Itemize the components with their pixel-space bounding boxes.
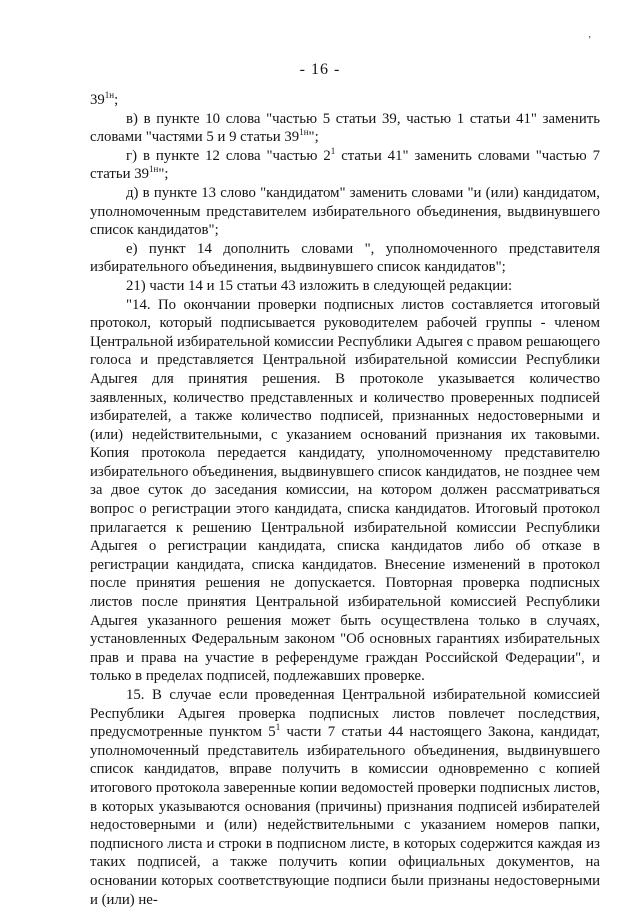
page-number: - 16 -: [299, 61, 341, 78]
paragraph-continuation: $39^{1н}$;: [90, 90, 119, 108]
paragraph-item-g: г) в пункте 12 слова "частью $2^1$ статьи 41" заменить словами "частью 7 статьи $39^{1н}$";: [90, 145, 600, 183]
paragraph-part-15: 15. В случае если проведенная Центральной избирательной комиссией Республики Адыгея проверка подписных листов повлечет последствия, предусмотренные пунктом $5^1$ части 7 статьи 44 настоящего Закона, кандидат, уполномоченный представитель избирательного объединения, выдвинувшего список кандидатов, вправе получить в комиссии одновременно с копией итогового протокола заверенные копии ведомостей проверки подписных листов, в которых указываются основания (причины) признания подписей избирателей недостоверными и (или) недействительными с указанием номеров папки, подписного листа и строки в подписном листе, в которых содержится каждая из таких подписей, а также получить копии официальных документов, на основании которых соответствующие подписи были признаны недостоверными и (или) не-: [90, 687, 600, 908]
document-body: [90, 91, 600, 909]
paragraph-item-d: д) в пункте 13 слово "кандидатом" заменить словами "и (или) кандидатом, уполномоченным представителем избирательного объединения, выдвинувшего список кандидатов";: [90, 184, 600, 239]
paragraph-part-14: "14. По окончании проверки подписных листов составляется итоговый протокол, который подписывается руководителем рабочей группы - членом Центральной избирательной комиссии Республики Адыгея с правом решающего голоса и представляется Центральной избирательной комиссии Республики Адыгея для принятия решения. В протоколе указывается количество заявленных, количество представленных и количество проверенных подписей избирателей, а также количество подписей, признанных недостоверными и (или) недействительными, с указанием оснований признания их таковыми. Копия протокола передается кандидату, уполномоченному представителю избирательного объединения, выдвинувшего список кандидатов, не позднее чем за двое суток до заседания комиссии, на котором должен рассматриваться вопрос о регистрации этого кандидата, списка кандидатов. Итоговый протокол прилагается к решению Центральной избирательной комиссии Республики Адыгея о регистрации кандидата, списка кандидатов либо об отказе в регистрации кандидата, списка кандидатов. Внесение изменений в протокол после принятия решения не допускается. Повторная проверка подписных листов после принятия Центральной избирательной комиссией Республики Адыгея указанного решения может быть осуществлена только в случаях, установленных Федеральным законом "Об основных гарантиях избирательных прав и права на участие в референдуме граждан Российской Федерации", и только в пределах подписей, подлежавших проверке.: [90, 296, 600, 685]
paragraph-item-v: в) в пункте 10 слова "частью 5 статьи 39, частью 1 статьи 41" заменить словами "частями 5 и 9 статьи $39^{1н}$";: [90, 110, 600, 146]
paragraph-item-21: 21) части 14 и 15 статьи 43 изложить в следующей редакции:: [126, 277, 513, 294]
paragraph-item-e: е) пункт 14 дополнить словами ", уполномоченного представителя избирательного объединения, выдвинувшего список кандидатов";: [90, 240, 600, 276]
corner-mark: ‚: [588, 29, 592, 40]
